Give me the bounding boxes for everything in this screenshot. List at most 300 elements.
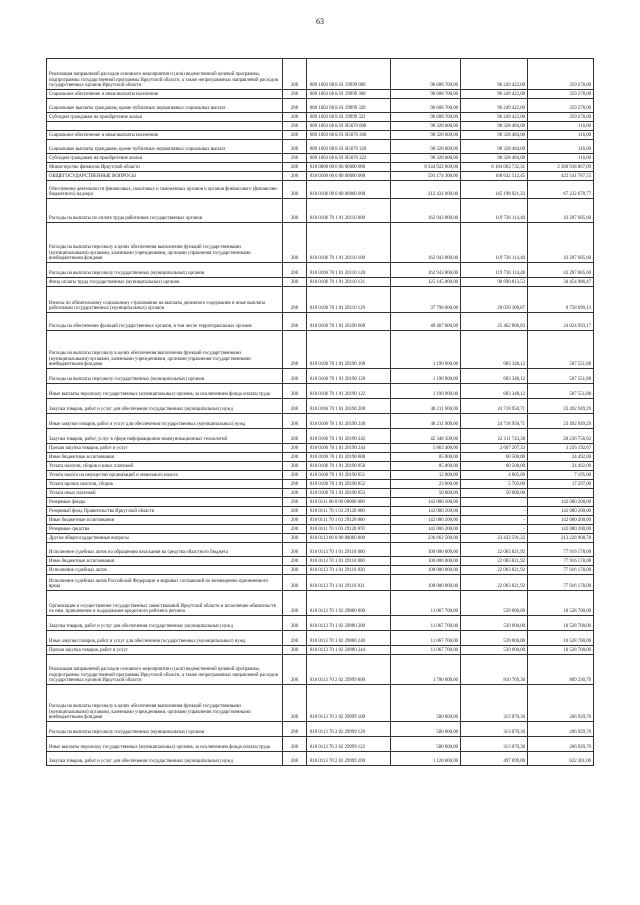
row-executed-amount-cell: 119 736 114,40 xyxy=(461,199,528,223)
row-name-cell: Социальные выплаты гражданам, кроме публичных нормативных социальных выплат xyxy=(47,99,283,113)
row-name-cell: Исполнение судебных актов по обращению взыскания на средства областного бюджета xyxy=(47,543,283,557)
table-row xyxy=(47,263,594,278)
row-executed-amount-cell: 60 508,00 xyxy=(461,462,528,471)
row-code-cell: 200 xyxy=(283,507,307,516)
table-row xyxy=(47,557,594,566)
row-code-cell: 200 xyxy=(283,525,307,534)
row-code-cell: 200 xyxy=(283,181,307,199)
row-classification-cell: 810 0106 70 1 01 20190 242 xyxy=(307,429,391,444)
row-code-cell: 200 xyxy=(283,631,307,646)
row-name-cell: Расходы на выплаты персоналу государственных (муниципальных) органов xyxy=(47,263,283,278)
row-approved-amount-cell: 142 080 200,00 xyxy=(391,516,461,525)
row-executed-amount-cell: 50 000,00 xyxy=(461,489,528,498)
row-executed-amount-cell: 313 070,30 xyxy=(461,722,528,737)
row-approved-amount-cell: 1 190 900,00 xyxy=(391,331,461,369)
table-row xyxy=(47,199,594,223)
table-row xyxy=(47,453,594,462)
row-approved-amount-cell: 142 080 200,00 xyxy=(391,507,461,516)
row-unexecuted-amount-cell xyxy=(528,489,594,498)
row-code-cell: 200 xyxy=(283,722,307,737)
row-name-cell: Иные бюджетные ассигнования xyxy=(47,557,283,566)
row-executed-amount-cell: 29 039 300,87 xyxy=(461,287,528,313)
row-code-cell: 200 xyxy=(283,646,307,655)
row-approved-amount-cell: 100 000 000,00 xyxy=(391,566,461,575)
row-approved-amount-cell: 85 000,00 xyxy=(391,453,461,462)
row-unexecuted-amount-cell: 67 232 678,77 xyxy=(528,181,594,199)
row-executed-amount-cell: 5 703,00 xyxy=(461,480,528,489)
row-code-cell: 200 xyxy=(283,462,307,471)
row-classification-cell: 809 1003 68 Б 01 29999 322 xyxy=(307,113,391,122)
row-name-cell: Расходы на выплаты персоналу государственных (муниципальных) органов xyxy=(47,369,283,384)
row-code-cell: 200 xyxy=(283,154,307,163)
row-approved-amount-cell: 50 000,00 xyxy=(391,489,461,498)
row-unexecuted-amount-cell: 266 929,70 xyxy=(528,737,594,752)
row-approved-amount-cell: 162 943 800,00 xyxy=(391,223,461,263)
row-classification-cell: 809 1003 68 Б 01 R5670 320 xyxy=(307,140,391,154)
row-approved-amount-cell: 212 431 600,00 xyxy=(391,181,461,199)
row-approved-amount-cell: 85 000,00 xyxy=(391,462,461,471)
row-code-cell: 200 xyxy=(283,59,307,90)
table-row xyxy=(47,631,594,646)
row-unexecuted-amount-cell: 116,00 xyxy=(528,140,594,154)
row-executed-amount-cell: 60 508,00 xyxy=(461,453,528,462)
row-approved-amount-cell: 98 328 600,00 xyxy=(391,122,461,131)
row-name-cell: Субсидии гражданам на приобретение жилья xyxy=(47,113,283,122)
row-approved-amount-cell: 162 943 800,00 xyxy=(391,199,461,223)
row-executed-amount-cell: 2 607 207,33 xyxy=(461,444,528,453)
table-row xyxy=(47,534,594,543)
row-classification-cell: 810 0111 00 0 00 00000 000 xyxy=(307,498,391,507)
row-approved-amount-cell: 580 000,00 xyxy=(391,737,461,752)
row-classification-cell: 810 0106 70 1 01 20110 121 xyxy=(307,278,391,287)
row-unexecuted-amount-cell: 622 301,00 xyxy=(528,752,594,766)
row-approved-amount-cell: 98 328 600,00 xyxy=(391,140,461,154)
row-executed-amount-cell: 539 000,00 xyxy=(461,646,528,655)
row-classification-cell: 810 0106 70 1 01 20190 120 xyxy=(307,369,391,384)
row-executed-amount-cell: - xyxy=(461,507,528,516)
row-approved-amount-cell: 1 700 000,00 xyxy=(391,655,461,685)
row-unexecuted-amount-cell: 359 278,00 xyxy=(528,90,594,99)
row-executed-amount-cell: 119 736 114,40 xyxy=(461,263,528,278)
row-name-cell: Другие общегосударственные вопросы xyxy=(47,534,283,543)
row-classification-cell: 810 0113 70 2 02 29999 122 xyxy=(307,737,391,752)
row-code-cell: 200 xyxy=(283,278,307,287)
row-executed-amount-cell: 96 249 422,00 xyxy=(461,99,528,113)
row-unexecuted-amount-cell: 116,00 xyxy=(528,131,594,140)
row-code-cell: 200 xyxy=(283,471,307,480)
row-code-cell: 200 xyxy=(283,313,307,331)
row-classification-cell: 810 0106 70 1 01 20190 800 xyxy=(307,453,391,462)
row-executed-amount-cell: 25 462 806,83 xyxy=(461,313,528,331)
row-name-cell: Социальное обеспечение и иные выплаты населению xyxy=(47,90,283,99)
row-classification-cell: 810 0106 70 1 01 20110 120 xyxy=(307,263,391,278)
row-name-cell: Расходы на выплаты по оплате труда работников государственных органов xyxy=(47,199,283,223)
table-row xyxy=(47,685,594,722)
row-classification-cell: 810 0106 70 1 01 20110 100 xyxy=(307,223,391,263)
row-unexecuted-amount-cell: 3 256 192,67 xyxy=(528,444,594,453)
row-approved-amount-cell: 5 863 400,00 xyxy=(391,444,461,453)
row-approved-amount-cell: 48 211 900,00 xyxy=(391,414,461,429)
table-row xyxy=(47,287,594,313)
row-code-cell: 200 xyxy=(283,263,307,278)
row-classification-cell: 810 0000 00 0 00 00000 000 xyxy=(307,163,391,172)
row-approved-amount-cell: 96 608 700,00 xyxy=(391,59,461,90)
row-executed-amount-cell: 539 000,00 xyxy=(461,616,528,631)
row-approved-amount-cell: 42 348 500,00 xyxy=(391,429,461,444)
row-classification-cell: 810 0106 70 1 01 20190 100 xyxy=(307,331,391,369)
row-name-cell: Социальное обеспечение и иные выплаты населению xyxy=(47,131,283,140)
row-name-cell: Закупка товаров, работ и услуг для обеспечения государственных (муниципальных) нужд xyxy=(47,399,283,414)
row-classification-cell: 809 1003 68 Б 01 R5670 000 xyxy=(307,122,391,131)
row-unexecuted-amount-cell: 43 207 685,60 xyxy=(528,199,594,223)
row-classification-cell: 810 0113 70 1 02 29880 244 xyxy=(307,646,391,655)
row-approved-amount-cell: 11 067 700,00 xyxy=(391,591,461,616)
row-executed-amount-cell: 6 184 003 732,31 xyxy=(461,163,528,172)
row-classification-cell: 810 0106 70 1 01 20190 244 xyxy=(307,444,391,453)
table-row xyxy=(47,722,594,737)
row-executed-amount-cell: 96 249 422,00 xyxy=(461,59,528,90)
row-code-cell: 200 xyxy=(283,566,307,575)
row-executed-amount-cell: 24 718 950,71 xyxy=(461,399,528,414)
row-classification-cell: 809 1003 68 Б 01 R5670 322 xyxy=(307,154,391,163)
row-executed-amount-cell: 98 328 484,00 xyxy=(461,131,528,140)
row-unexecuted-amount-cell: 142 080 200,00 xyxy=(528,516,594,525)
table-row xyxy=(47,737,594,752)
row-approved-amount-cell: 100 000 000,00 xyxy=(391,543,461,557)
row-classification-cell: 810 0113 70 2 02 29999 100 xyxy=(307,685,391,722)
row-approved-amount-cell: 591 174 300,00 xyxy=(391,172,461,181)
row-executed-amount-cell: 683 348,12 xyxy=(461,369,528,384)
row-executed-amount-cell: 22 111 743,38 xyxy=(461,429,528,444)
table-row xyxy=(47,99,594,113)
row-unexecuted-amount-cell: 142 080 200,00 xyxy=(528,525,594,534)
row-unexecuted-amount-cell: 23 492 949,29 xyxy=(528,414,594,429)
row-classification-cell: 810 0113 70 1 02 29880 240 xyxy=(307,631,391,646)
row-unexecuted-amount-cell: 24 492,00 xyxy=(528,462,594,471)
budget-table xyxy=(46,58,594,766)
row-code-cell: 200 xyxy=(283,737,307,752)
table-row xyxy=(47,140,594,154)
row-classification-cell: 809 1003 68 Б 01 29999 300 xyxy=(307,90,391,99)
row-approved-amount-cell: 37 798 000,00 xyxy=(391,287,461,313)
row-code-cell: 200 xyxy=(283,444,307,453)
row-name-cell: Организация и осуществление государственных заимствований Иркутской области и исполнение обязательств по ним, привлечение и поддержание кредитного рейтинга региона xyxy=(47,591,283,616)
row-classification-cell: 810 0113 70 2 02 29999 120 xyxy=(307,722,391,737)
row-name-cell: Прочая закупка товаров, работ и услуг xyxy=(47,444,283,453)
table-row xyxy=(47,566,594,575)
table-row xyxy=(47,525,594,534)
row-classification-cell: 810 0111 70 1 03 29120 800 xyxy=(307,516,391,525)
row-executed-amount-cell: 24 718 950,71 xyxy=(461,414,528,429)
row-executed-amount-cell: 90 690 813,53 xyxy=(461,278,528,287)
row-executed-amount-cell: 313 070,30 xyxy=(461,685,528,722)
table-row xyxy=(47,516,594,525)
row-name-cell: Министерство финансов Иркутской области xyxy=(47,163,283,172)
row-name-cell: Фонд оплаты труда государственных (муниципальных) органов xyxy=(47,278,283,287)
row-unexecuted-amount-cell: 77 916 178,08 xyxy=(528,575,594,591)
row-executed-amount-cell: 168 632 512,45 xyxy=(461,172,528,181)
row-executed-amount-cell: 145 198 921,23 xyxy=(461,181,528,199)
table-row xyxy=(47,313,594,331)
row-code-cell: 200 xyxy=(283,489,307,498)
row-name-cell: Расходы на выплаты персоналу в целях обеспечения выполнения функций государственными (муниципальными) органами, казенными учреждениями, органами управления государственными внебюджетными фондами xyxy=(47,685,283,722)
table-row xyxy=(47,278,594,287)
row-executed-amount-cell: 810 769,30 xyxy=(461,655,528,685)
row-classification-cell: 810 0113 70 1 02 29880 200 xyxy=(307,616,391,631)
row-code-cell: 200 xyxy=(283,331,307,369)
row-unexecuted-amount-cell: 116,00 xyxy=(528,154,594,163)
row-classification-cell: 810 0111 70 1 03 29120 000 xyxy=(307,507,391,516)
row-name-cell: Социальные выплаты гражданам, кроме публичных нормативных социальных выплат xyxy=(47,140,283,154)
table-row xyxy=(47,646,594,655)
row-classification-cell: 810 0106 70 1 01 20190 240 xyxy=(307,414,391,429)
row-code-cell: 200 xyxy=(283,113,307,122)
row-unexecuted-amount-cell: 10 528 700,00 xyxy=(528,616,594,631)
row-unexecuted-amount-cell: 34 454 986,47 xyxy=(528,278,594,287)
row-executed-amount-cell: 96 249 422,00 xyxy=(461,113,528,122)
row-classification-cell: 810 0113 70 1 01 29110 830 xyxy=(307,566,391,575)
table-row xyxy=(47,575,594,591)
row-unexecuted-amount-cell: 266 929,70 xyxy=(528,685,594,722)
row-classification-cell: 810 0113 70 1 01 29110 000 xyxy=(307,543,391,557)
row-name-cell: Исполнение судебных актов Российской Федерации и мировых соглашений по возмещению причиненного вреда xyxy=(47,575,283,591)
row-unexecuted-amount-cell: 7 195,00 xyxy=(528,471,594,480)
table-row xyxy=(47,331,594,369)
row-name-cell: Субсидии гражданам на приобретение жилья xyxy=(47,154,283,163)
row-code-cell: 200 xyxy=(283,99,307,113)
row-code-cell: 200 xyxy=(283,575,307,591)
row-name-cell: Иные выплаты персоналу государственных (муниципальных) органов, за исключением фонда оплаты труда xyxy=(47,384,283,399)
row-executed-amount-cell: 22 083 821,92 xyxy=(461,575,528,591)
row-unexecuted-amount-cell: 20 236 756,62 xyxy=(528,429,594,444)
row-classification-cell: 810 0113 70 2 02 29999 200 xyxy=(307,752,391,766)
table-row xyxy=(47,163,594,172)
row-name-cell: Реализация направлений расходов основного мероприятия и (или) ведомственной целевой программы, подпрограммы государственной программы Иркутской области, а также непрограммных направлений расходов государственных органов Иркутской области xyxy=(47,59,283,90)
row-unexecuted-amount-cell: 24 492,00 xyxy=(528,453,594,462)
row-approved-amount-cell: 96 608 700,00 xyxy=(391,90,461,99)
row-code-cell: 200 xyxy=(283,685,307,722)
row-approved-amount-cell: 48 211 900,00 xyxy=(391,399,461,414)
row-code-cell: 200 xyxy=(283,543,307,557)
row-code-cell: 200 xyxy=(283,655,307,685)
row-name-cell: Уплата налога на имущество организаций и земельного налога xyxy=(47,471,283,480)
row-executed-amount-cell: - xyxy=(461,516,528,525)
row-code-cell: 200 xyxy=(283,131,307,140)
table-row xyxy=(47,384,594,399)
row-name-cell: Расходы на обеспечение функций государственных органов, в том числе территориальных органов xyxy=(47,313,283,331)
row-name-cell: Иные закупки товаров, работ и услуг для обеспечения государственных (муниципальных) нужд xyxy=(47,414,283,429)
row-approved-amount-cell: 11 067 700,00 xyxy=(391,631,461,646)
row-unexecuted-amount-cell: 142 080 200,00 xyxy=(528,507,594,516)
row-unexecuted-amount-cell: 359 278,00 xyxy=(528,99,594,113)
row-code-cell: 200 xyxy=(283,429,307,444)
row-code-cell: 200 xyxy=(283,516,307,525)
row-name-cell: Реализация направлений расходов основного мероприятия и (или) ведомственной целевой программы, подпрограммы государственной программы Иркутской области, а также непрограммных направлений расходов государственных органов Иркутской области xyxy=(47,655,283,685)
row-code-cell: 200 xyxy=(283,163,307,172)
table-row xyxy=(47,122,594,131)
table-row xyxy=(47,462,594,471)
row-approved-amount-cell: 49 487 800,00 xyxy=(391,313,461,331)
row-classification-cell: 810 0100 00 0 00 00000 000 xyxy=(307,172,391,181)
row-code-cell: 200 xyxy=(283,752,307,766)
row-executed-amount-cell: 98 328 484,00 xyxy=(461,122,528,131)
row-code-cell: 200 xyxy=(283,199,307,223)
row-approved-amount-cell: 162 943 800,00 xyxy=(391,263,461,278)
row-name-cell: Иные выплаты персоналу государственных (муниципальных) органов, за исключением фонда оплаты труда xyxy=(47,737,283,752)
row-code-cell: 200 xyxy=(283,223,307,263)
row-classification-cell: 810 0106 70 1 01 20190 853 xyxy=(307,489,391,498)
row-unexecuted-amount-cell: 359 278,00 xyxy=(528,113,594,122)
row-unexecuted-amount-cell: 507 551,88 xyxy=(528,384,594,399)
row-name-cell: Обеспечение деятельности финансовых, налоговых и таможенных органов и органов финансового (финансово-бюджетного) надзора xyxy=(47,181,283,199)
row-classification-cell: 810 0106 70 1 01 20190 851 xyxy=(307,471,391,480)
row-name-cell xyxy=(47,122,283,131)
table-row xyxy=(47,616,594,631)
row-approved-amount-cell: 1 120 000,00 xyxy=(391,752,461,766)
row-classification-cell: 809 1003 68 Б 01 R5670 300 xyxy=(307,131,391,140)
row-classification-cell: 810 0106 70 1 01 20190 000 xyxy=(307,313,391,331)
row-code-cell: 200 xyxy=(283,616,307,631)
table-row xyxy=(47,498,594,507)
row-name-cell: Закупка товаров, работ, услуг в сфере информационно-коммуникационных технологий xyxy=(47,429,283,444)
row-approved-amount-cell: 580 000,00 xyxy=(391,685,461,722)
table-row xyxy=(47,113,594,122)
row-unexecuted-amount-cell: 507 551,88 xyxy=(528,369,594,384)
row-approved-amount-cell: 8 544 922 600,00 xyxy=(391,163,461,172)
table-row xyxy=(47,471,594,480)
row-name-cell: Взносы по обязательному социальному страхованию на выплаты денежного содержания и иные выплаты работникам государственных (муниципальных) органов xyxy=(47,287,283,313)
row-name-cell: Закупка товаров, работ и услуг для обеспечения государственных (муниципальных) нужд xyxy=(47,752,283,766)
row-classification-cell: 810 0113 00 0 00 00000 000 xyxy=(307,534,391,543)
row-name-cell: Резервный фонд Правительства Иркутской области xyxy=(47,507,283,516)
row-name-cell: Расходы на выплаты персоналу в целях обеспечения выполнения функций государственными (муниципальными) органами, казенными учреждениями, органами управления государственными внебюджетными фондами xyxy=(47,331,283,369)
row-name-cell: ОБЩЕГОСУДАРСТВЕННЫЕ ВОПРОСЫ xyxy=(47,172,283,181)
row-code-cell: 200 xyxy=(283,591,307,616)
row-unexecuted-amount-cell: 77 916 178,08 xyxy=(528,543,594,557)
row-classification-cell: 810 0111 70 1 03 29120 870 xyxy=(307,525,391,534)
row-code-cell: 200 xyxy=(283,90,307,99)
table-row xyxy=(47,59,594,90)
row-code-cell: 200 xyxy=(283,557,307,566)
table-row xyxy=(47,172,594,181)
row-classification-cell: 810 0106 70 1 01 20190 850 xyxy=(307,462,391,471)
row-code-cell: 200 xyxy=(283,498,307,507)
row-unexecuted-amount-cell: 23 492 949,29 xyxy=(528,399,594,414)
row-executed-amount-cell: 313 070,30 xyxy=(461,737,528,752)
row-classification-cell: 809 1003 68 Б 01 29999 320 xyxy=(307,99,391,113)
row-name-cell: Иные бюджетные ассигнования xyxy=(47,516,283,525)
row-code-cell: 200 xyxy=(283,399,307,414)
row-code-cell: 200 xyxy=(283,453,307,462)
row-unexecuted-amount-cell: 17 297,00 xyxy=(528,480,594,489)
row-unexecuted-amount-cell: 77 916 178,08 xyxy=(528,566,594,575)
row-unexecuted-amount-cell: 213 228 908,78 xyxy=(528,534,594,543)
row-name-cell: Иные закупки товаров, работ и услуг для обеспечения государственных (муниципальных) нужд xyxy=(47,631,283,646)
row-name-cell: Уплата прочих налогов, сборов xyxy=(47,480,283,489)
budget-table-body xyxy=(47,59,594,766)
row-unexecuted-amount-cell: 116,00 xyxy=(528,122,594,131)
table-row xyxy=(47,543,594,557)
row-executed-amount-cell: 683 348,12 xyxy=(461,384,528,399)
row-executed-amount-cell: 98 328 484,00 xyxy=(461,154,528,163)
row-approved-amount-cell: 12 000,00 xyxy=(391,471,461,480)
row-classification-cell: 810 0113 70 1 01 29110 831 xyxy=(307,575,391,591)
row-name-cell: Иные бюджетные ассигнования xyxy=(47,453,283,462)
row-executed-amount-cell: 98 328 484,00 xyxy=(461,140,528,154)
row-code-cell: 200 xyxy=(283,172,307,181)
row-unexecuted-amount-cell: 10 528 700,00 xyxy=(528,591,594,616)
table-row xyxy=(47,591,594,616)
row-name-cell: Уплата налогов, сборов и иных платежей xyxy=(47,462,283,471)
row-executed-amount-cell: 4 805,00 xyxy=(461,471,528,480)
row-unexecuted-amount-cell: 359 278,00 xyxy=(528,59,594,90)
row-classification-cell: 810 0106 70 1 01 20110 129 xyxy=(307,287,391,313)
row-unexecuted-amount-cell: 2 360 918 867,69 xyxy=(528,163,594,172)
row-executed-amount-cell: 497 699,00 xyxy=(461,752,528,766)
table-row xyxy=(47,480,594,489)
row-unexecuted-amount-cell: 507 551,88 xyxy=(528,331,594,369)
row-approved-amount-cell: 98 328 600,00 xyxy=(391,154,461,163)
row-executed-amount-cell: 22 083 821,92 xyxy=(461,566,528,575)
row-unexecuted-amount-cell: 10 528 700,00 xyxy=(528,646,594,655)
row-unexecuted-amount-cell: 24 024 993,17 xyxy=(528,313,594,331)
row-executed-amount-cell: 22 083 821,92 xyxy=(461,557,528,566)
row-unexecuted-amount-cell: 889 230,70 xyxy=(528,655,594,685)
row-classification-cell: 810 0106 70 1 01 20190 852 xyxy=(307,480,391,489)
row-unexecuted-amount-cell: 43 207 685,60 xyxy=(528,263,594,278)
row-approved-amount-cell: 580 000,00 xyxy=(391,722,461,737)
row-name-cell: Уплата иных платежей xyxy=(47,489,283,498)
row-name-cell: Расходы на выплаты персоналу в целях обеспечения выполнения функций государственными (муниципальными) органами, казенными учреждениями, органами управления государственными внебюджетными фондами xyxy=(47,223,283,263)
table-row xyxy=(47,154,594,163)
row-executed-amount-cell: 683 348,12 xyxy=(461,331,528,369)
row-classification-cell: 809 1003 68 Б 01 29999 000 xyxy=(307,59,391,90)
row-approved-amount-cell: 142 080 200,00 xyxy=(391,498,461,507)
row-classification-cell: 810 0113 70 1 02 29880 000 xyxy=(307,591,391,616)
row-approved-amount-cell: 100 000 000,00 xyxy=(391,557,461,566)
row-code-cell: 200 xyxy=(283,369,307,384)
row-classification-cell: 810 0106 70 1 01 20190 200 xyxy=(307,399,391,414)
table-row xyxy=(47,752,594,766)
row-unexecuted-amount-cell: 43 207 685,60 xyxy=(528,223,594,263)
row-name-cell: Закупка товаров, работ и услуг для обеспечения государственных (муниципальных) нужд xyxy=(47,616,283,631)
row-code-cell: 200 xyxy=(283,122,307,131)
row-unexecuted-amount-cell: 10 528 700,00 xyxy=(528,631,594,646)
row-executed-amount-cell: 539 000,00 xyxy=(461,631,528,646)
row-classification-cell: 810 0106 70 1 01 20190 122 xyxy=(307,384,391,399)
row-code-cell: 200 xyxy=(283,480,307,489)
table-row xyxy=(47,655,594,685)
row-classification-cell: 810 0113 70 2 02 29999 000 xyxy=(307,655,391,685)
row-code-cell: 200 xyxy=(283,414,307,429)
table-row xyxy=(47,90,594,99)
row-approved-amount-cell: 1 190 900,00 xyxy=(391,384,461,399)
table-row xyxy=(47,223,594,263)
table-row xyxy=(47,181,594,199)
row-name-cell: Резервные средства xyxy=(47,525,283,534)
row-code-cell: 200 xyxy=(283,140,307,154)
page-number: 63 xyxy=(316,17,324,26)
row-approved-amount-cell: 11 067 700,00 xyxy=(391,616,461,631)
row-unexecuted-amount-cell: 8 758 699,13 xyxy=(528,287,594,313)
row-unexecuted-amount-cell: 422 541 787,55 xyxy=(528,172,594,181)
row-code-cell: 200 xyxy=(283,534,307,543)
row-approved-amount-cell: 1 190 900,00 xyxy=(391,369,461,384)
row-approved-amount-cell: 236 662 500,00 xyxy=(391,534,461,543)
row-approved-amount-cell: 23 000,00 xyxy=(391,480,461,489)
row-approved-amount-cell: 96 608 700,00 xyxy=(391,113,461,122)
row-name-cell: Исполнение судебных актов xyxy=(47,566,283,575)
